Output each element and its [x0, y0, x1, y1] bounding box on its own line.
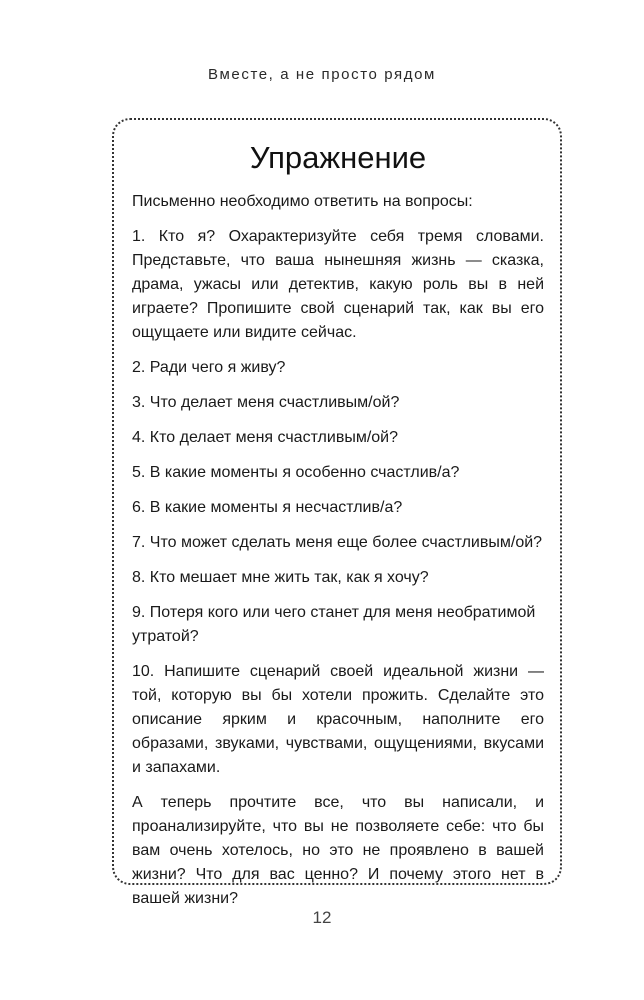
exercise-conclusion: А теперь прочтите все, что вы написали, и проанализируйте, что вы не позволяете себе: что бы вам очень хотелось, но это не проявлено в вашей жизни? Что для вас ценно? И почему этого нет в вашей жизни?	[132, 794, 544, 907]
question-1: 1. Кто я? Охарактеризуйте себя тремя словами. Представьте, что ваша нынешняя жизнь — сказка, драма, ужасы или детектив, какую роль вы в ней играете? Пропишите свой сценарий так, как вы его ощущаете или видите сейчас.	[132, 228, 544, 341]
question-2: 2. Ради чего я живу?	[132, 359, 286, 376]
exercise-intro: Письменно необходимо ответить на вопросы:	[132, 193, 473, 210]
question-5: 5. В какие моменты я особенно счастлив/а?	[132, 464, 460, 481]
running-header: Вместе, а не просто рядом	[208, 66, 436, 83]
question-10: 10. Напишите сценарий своей идеальной жизни — той, которую вы бы хотели прожить. Сделайте это описание ярким и красочным, наполните его образами, звуками, чувствами, ощущениями, вкусами и запахами.	[132, 663, 544, 776]
question-7: 7. Что может сделать меня еще более счастливым/ой?	[132, 534, 543, 551]
question-4: 4. Кто делает меня счастливым/ой?	[132, 429, 399, 446]
page-number: 12	[312, 908, 332, 927]
exercise-title: Упражнение	[249, 140, 427, 175]
exercise-box	[112, 118, 562, 907]
question-6: 6. В какие моменты я несчастлив/а?	[132, 499, 403, 516]
question-8: 8. Кто мешает мне жить так, как я хочу?	[132, 569, 429, 586]
question-9: 9. Потеря кого или чего станет для меня необратимой утратой?	[132, 604, 536, 645]
question-3: 3. Что делает меня счастливым/ой?	[132, 394, 400, 411]
